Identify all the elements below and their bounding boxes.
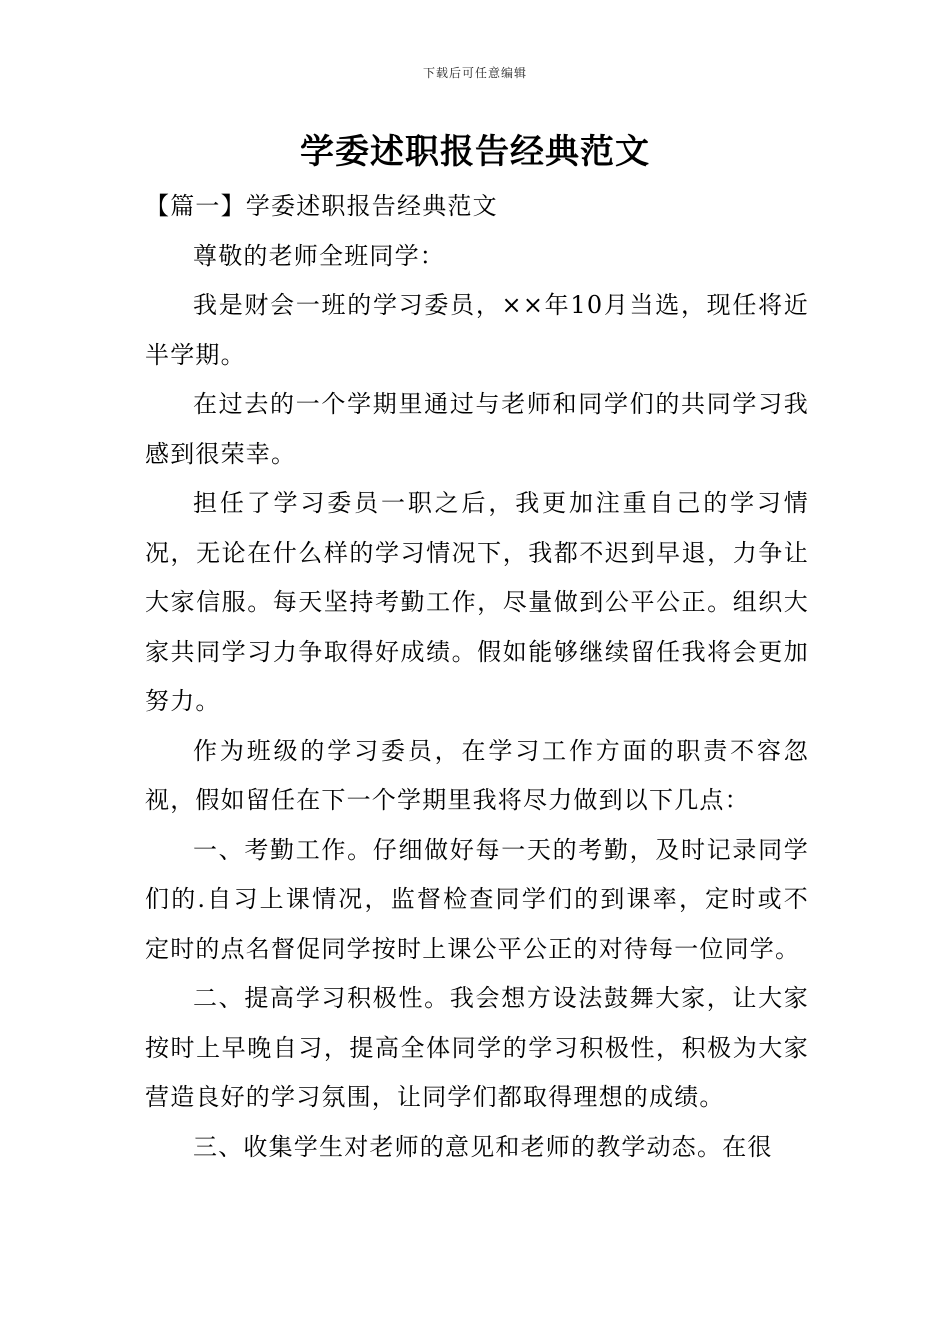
paragraph-point-one: 一、考勤工作。仔细做好每一天的考勤，及时记录同学们的.自习上课情况，监督检查同学们的到课率，定时或不定时的点名督促同学按时上课公平公正的对待每一位同学。: [145, 835, 809, 963]
paragraph-past-semester: 在过去的一个学期里通过与老师和同学们的共同学习我感到很荣幸。: [145, 390, 809, 468]
document-title: 学委述职报告经典范文: [300, 132, 650, 172]
paragraph-responsibilities: 担任了学习委员一职之后，我更加注重自己的学习情况，无论在什么样的学习情况下，我都不迟到早退，力争让大家信服。每天坚持考勤工作，尽量做到公平公正。组织大家共同学习力争取得好成绩。假如能够继续留任我将会更加努力。: [145, 489, 809, 715]
paragraph-plans-intro: 作为班级的学习委员，在学习工作方面的职责不容忽视，假如留任在下一个学期里我将尽力做到以下几点：: [145, 736, 809, 814]
paragraph-point-two: 二、提高学习积极性。我会想方设法鼓舞大家，让大家按时上早晚自习，提高全体同学的学习积极性，积极为大家营造良好的学习氛围，让同学们都取得理想的成绩。: [145, 984, 809, 1111]
header-note: 下载后可任意编辑: [422, 66, 527, 80]
paragraph-introduction: 我是财会一班的学习委员，××年10月当选，现任将近半学期。: [145, 291, 809, 369]
document-body: [145, 182, 809, 1172]
section-heading: 【篇一】学委述职报告经典范文: [145, 192, 498, 220]
paragraph-point-three: 三、收集学生对老师的意见和老师的教学动态。在很: [193, 1132, 773, 1161]
paragraph-salutation: 尊敬的老师全班同学：: [193, 241, 445, 270]
